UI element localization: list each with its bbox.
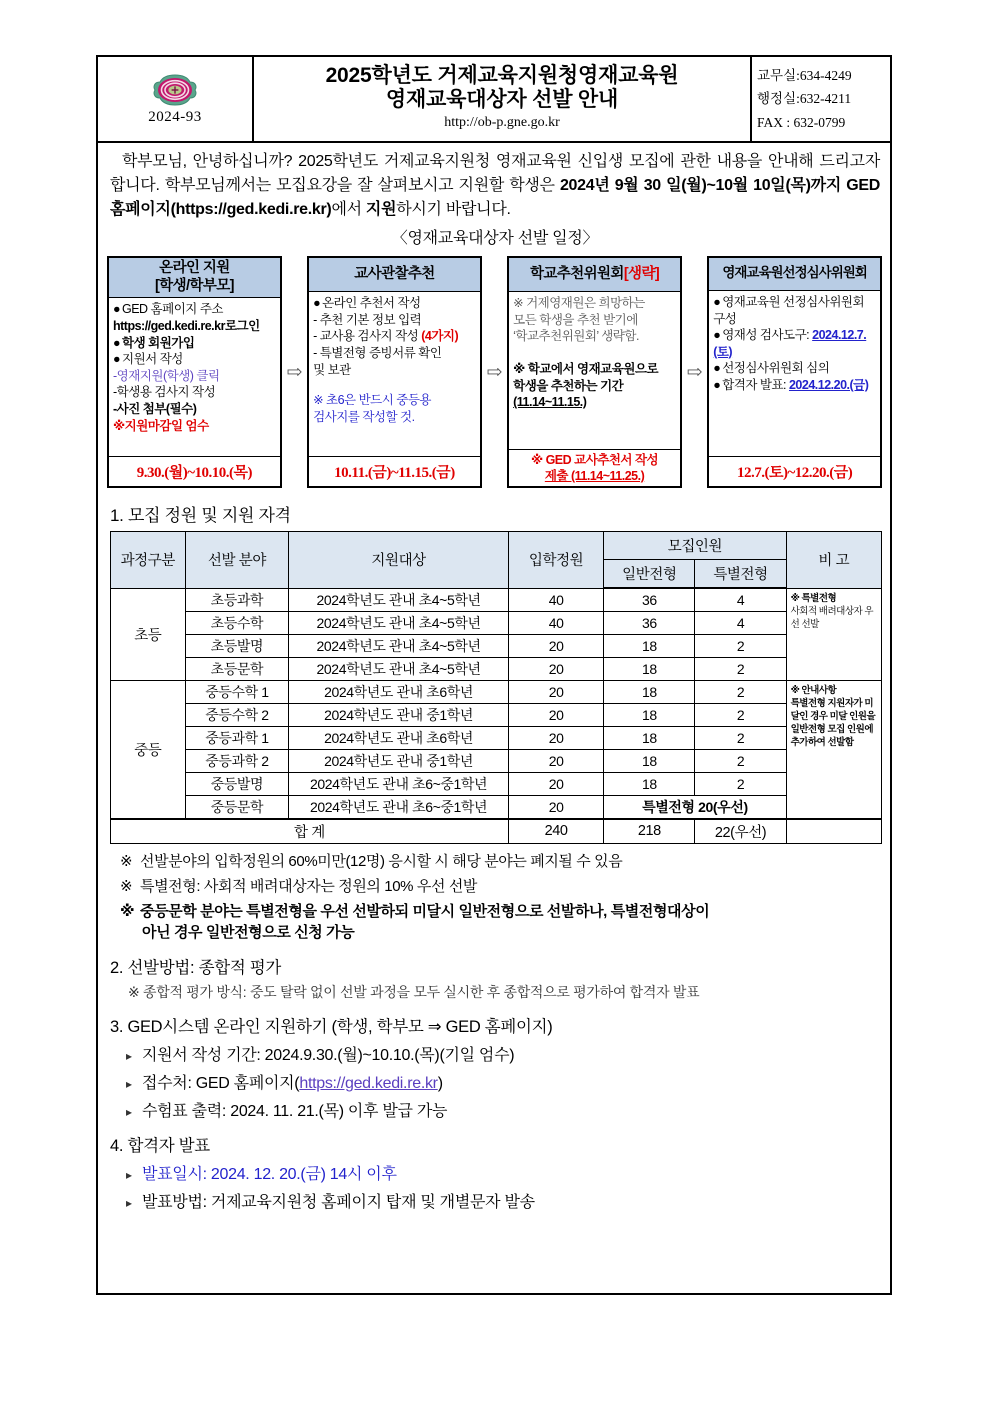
cell-general: 18 <box>604 703 695 726</box>
th-remarks: 비 고 <box>786 532 881 589</box>
th-general: 일반전형 <box>604 560 695 589</box>
schedule-box-online-application <box>107 256 282 488</box>
cell-field: 중등과학 1 <box>185 726 289 749</box>
cell-capacity: 40 <box>508 588 603 611</box>
schedule-box3-title-tail: [생략] <box>623 266 660 282</box>
cell-special: 2 <box>695 703 786 726</box>
contact-admin-phone: 행정실:632-4211 <box>757 91 852 107</box>
cell-field: 중등발명 <box>185 772 289 795</box>
table-row <box>111 657 882 680</box>
remark2-title: ※ 안내사항 <box>790 684 837 696</box>
contact-office-phone: 교무실:634-4249 <box>757 67 852 83</box>
schedule-box3-header <box>509 258 680 292</box>
schedule-box4-body <box>709 291 880 456</box>
cell-special: 2 <box>695 634 786 657</box>
schedule-box2-period: 10.11.(금)~11.15.(금) <box>309 456 480 486</box>
table-row <box>111 772 882 795</box>
box2-spacer <box>313 378 477 392</box>
cell-target: 2024학년도 관내 중1학년 <box>289 703 509 726</box>
box4-line-4: ● 합격자 발표: 2024.12.20.(금) <box>713 378 869 392</box>
arrow-right-icon-2: ⇨ <box>486 361 503 383</box>
schedule-box-teacher-recommendation <box>307 256 482 488</box>
cell-target: 2024학년도 관내 초4~5학년 <box>289 588 509 611</box>
schedule-flow <box>107 256 882 488</box>
box1-line-4: ● 지원서 작성 <box>113 352 183 367</box>
cell-capacity: 40 <box>508 611 603 634</box>
table-row <box>111 795 882 819</box>
cell-field: 초등과학 <box>185 588 289 611</box>
table-row <box>111 634 882 657</box>
schedule-box-school-committee <box>507 256 682 488</box>
schedule-box4-period: 12.7.(토)~12.20.(금) <box>709 456 880 486</box>
box3-line-3: ‘학교추천위원회’ 생략함. <box>513 329 639 344</box>
document-title-line1: 2025학년도 거제교육지원청영재교육원 <box>325 63 679 87</box>
document-header <box>98 57 890 143</box>
remark1-title: ※ 특별전형 <box>790 592 837 604</box>
schedule-box2-title: 교사관찰추천 <box>354 266 435 282</box>
box4-line-3: ● 선정심사위원회 심의 <box>713 361 830 376</box>
th-target: 지원대상 <box>289 532 509 589</box>
section3-heading: 3. GED시스템 온라인 지원하기 (학생, 학부모 ⇒ GED 홈페이지) <box>110 1017 553 1036</box>
cell-special: 2 <box>695 657 786 680</box>
schedule-box3-title: 학교추천위원회 <box>529 266 624 282</box>
schedule-box-selection-committee <box>707 256 882 488</box>
schedule-box1-title: 온라인 지원 <box>159 260 230 276</box>
document-page <box>96 55 892 1295</box>
th-special: 특별전형 <box>695 560 786 589</box>
header-title-cell <box>254 57 752 141</box>
cell-capacity: 20 <box>508 680 603 703</box>
th-field: 선발 분야 <box>185 532 289 589</box>
schedule-box3-period <box>509 449 680 486</box>
cell-general: 18 <box>604 680 695 703</box>
cell-capacity: 20 <box>508 703 603 726</box>
arrow-right-icon-1: ⇨ <box>286 361 303 383</box>
box2-line-2: - 추천 기본 정보 입력 <box>313 312 422 327</box>
cell-field: 초등발명 <box>185 634 289 657</box>
th-capacity: 입학정원 <box>508 532 603 589</box>
cell-general: 18 <box>604 772 695 795</box>
cell-special: 2 <box>695 749 786 772</box>
cell-target: 2024학년도 관내 중1학년 <box>289 749 509 772</box>
cell-summary-capacity: 240 <box>508 819 603 844</box>
box3-line-6: 학생을 추천하는 기간 <box>513 378 624 393</box>
cell-field: 중등수학 1 <box>185 680 289 703</box>
section4 <box>110 1132 890 1212</box>
cell-target: 2024학년도 관내 초6학년 <box>289 680 509 703</box>
cell-capacity: 20 <box>508 772 603 795</box>
box2-line-4: - 특별전형 증빙서류 확인 <box>313 346 442 360</box>
cell-special: 2 <box>695 680 786 703</box>
section1-notes <box>120 851 890 943</box>
cell-special: 2 <box>695 726 786 749</box>
intro-deadline-end: 일(월)~10월 10일(목)까지 GED홈페이지(https://ged.kedi.re.kr) <box>110 177 880 218</box>
box1-line-5: -영재지원(학생) 클릭 <box>113 368 220 383</box>
intro-line3-mid: 에서 <box>331 201 366 218</box>
cell-remark-special <box>786 588 881 680</box>
schedule-box3-body <box>509 292 680 449</box>
cell-capacity: 20 <box>508 795 603 819</box>
cell-general: 18 <box>604 657 695 680</box>
cell-general: 18 <box>604 726 695 749</box>
intro-line2-plain: 안내해 드리고자 합니다. 학부모님께서는 모집요강을 잘 살펴보시고 지원할 학생은 <box>110 153 880 194</box>
note-item-1: ※ 선발분야의 입학정원의 60%미만(12명) 응시할 시 해당 분야는 폐지될 수 있음 <box>120 852 623 870</box>
cell-capacity: 20 <box>508 657 603 680</box>
section2-note: ※ 종합적 평가 방식: 중도 탈락 없이 선발 과정을 모두 실시한 후 종합적으로 평가하여 합격자 발표 <box>128 983 700 1000</box>
box3-footer-line2: 제출 (11.14~11.25.) <box>544 469 645 483</box>
table-row <box>111 703 882 726</box>
schedule-box1-period: 9.30.(월)~10.10.(목) <box>109 456 280 486</box>
cell-general: 18 <box>604 634 695 657</box>
box3-line-5: ※ 학교에서 영재교육원으로 <box>513 362 659 376</box>
cell-field: 초등수학 <box>185 611 289 634</box>
box3-line-2: 모든 학생을 추천 받기에 <box>513 312 638 327</box>
schedule-section-title: 〈영재교육대상자 선발 일정〉 <box>391 230 599 247</box>
arrow-right-icon-3: ⇨ <box>686 361 703 383</box>
remark1-body: 사회적 배려대상자 우선 선발 <box>790 605 873 630</box>
box2-line-8: 검사지를 작성할 것. <box>313 409 415 424</box>
intro-paragraph <box>98 143 890 248</box>
note-item-2: ※ 특별전형: 사회적 배려대상자는 정원의 10% 우선 선발 <box>120 877 477 895</box>
schedule-box4-header <box>709 258 880 291</box>
schedule-box4-title: 영재교육원선정심사위원회 <box>722 265 867 280</box>
cell-special: 4 <box>695 611 786 634</box>
cell-capacity: 20 <box>508 634 603 657</box>
table-row <box>111 726 882 749</box>
section3-item-1: ▸ 지원서 작성 기간: 2024.9.30.(월)~10.10.(목)(기일 엄수) <box>126 1046 515 1064</box>
note-item-3: ※ 중등문학 분야는 특별전형을 우선 선발하되 미달시 일반전형으로 선발하나, 특별전형대상이 아닌 경우 일반전형으로 신청 가능 <box>120 902 710 941</box>
schedule-box1-header <box>109 258 280 298</box>
cell-target: 2024학년도 관내 초6~중1학년 <box>289 772 509 795</box>
box1-line-6: -학생용 검사지 작성 <box>113 385 216 400</box>
box1-line-7: -사진 첨부(필수) <box>113 402 197 416</box>
box2-line-1: ● 온라인 추천서 작성 <box>313 296 421 311</box>
cell-target: 2024학년도 관내 초4~5학년 <box>289 634 509 657</box>
section1-heading: 1. 모집 정원 및 지원 자격 <box>110 506 291 525</box>
section4-item-2: ▸ 발표방법: 거제교육지원청 홈페이지 탑재 및 개별문자 발송 <box>126 1193 535 1211</box>
cell-special: 4 <box>695 588 786 611</box>
header-contact-cell <box>752 57 890 141</box>
ged-homepage-link[interactable]: https://ged.kedi.re.kr <box>299 1074 438 1092</box>
cell-field: 중등문학 <box>185 795 289 819</box>
schedule-box2-body <box>309 292 480 456</box>
intro-line1: 학부모님, 안녕하십니까? 2025학년도 거제교육지원청 영재교육원 신입생 모집에 관한 내용을 <box>122 153 763 170</box>
box3-footer-line1: ※ GED 교사추천서 작성 <box>530 453 659 467</box>
section3-item-3: ▸ 수험표 출력: 2024. 11. 21.(목) 이후 발급 가능 <box>126 1102 448 1120</box>
cell-summary-blank <box>786 819 881 844</box>
cell-summary-special: 22(우선) <box>695 819 786 844</box>
table-row <box>111 680 882 703</box>
section4-heading: 4. 합격자 발표 <box>110 1136 210 1155</box>
cell-target: 2024학년도 관내 초4~5학년 <box>289 657 509 680</box>
box2-line-5: 및 보관 <box>313 362 351 377</box>
box3-spacer <box>513 345 677 361</box>
cell-level-middle: 중등 <box>111 680 186 819</box>
table-row <box>111 749 882 772</box>
section2-heading: 2. 선발방법: 종합적 평가 <box>110 958 282 977</box>
box3-line-7: (11.14~11.15.) <box>513 395 587 410</box>
cell-special: 2 <box>695 772 786 795</box>
intro-line3-tail: 하시기 바랍니다. <box>396 201 511 218</box>
th-course: 과정구분 <box>111 532 186 589</box>
cell-field: 중등과학 2 <box>185 749 289 772</box>
contact-fax: FAX : 632-0799 <box>757 114 846 130</box>
institution-emblem-icon <box>152 73 198 107</box>
cell-merged-special: 특별전형 20(우선) <box>604 795 786 819</box>
schedule-box2-header <box>309 258 480 292</box>
box1-line-2: https://ged.kedi.re.kr로그인 <box>113 318 260 333</box>
header-logo-cell <box>98 57 254 141</box>
box4-line-2: ● 영재성 검사도구: 2024.12.7.(토) <box>713 328 867 359</box>
box1-line-8: ※지원마감일 엄수 <box>113 418 209 433</box>
box2-line-3: - 교사용 검사지 작성 (4가지) <box>313 329 459 344</box>
section3-item-2: ▸ 접수처: GED 홈페이지(https://ged.kedi.re.kr) <box>126 1074 443 1092</box>
section3 <box>110 1013 890 1121</box>
cell-general: 18 <box>604 749 695 772</box>
box1-line-3: ● 학생 회원가입 <box>113 335 195 350</box>
cell-summary-label: 합 계 <box>111 819 509 844</box>
recruitment-table <box>110 531 882 844</box>
cell-level-elementary: 초등 <box>111 588 186 680</box>
table-row-summary <box>111 819 882 844</box>
institution-url: http://ob-p.gne.go.kr <box>444 115 560 131</box>
th-recruit: 모집인원 <box>604 532 786 560</box>
cell-general: 36 <box>604 611 695 634</box>
cell-capacity: 20 <box>508 749 603 772</box>
document-title-line2: 영재교육대상자 선발 안내 <box>385 88 619 112</box>
cell-field: 중등수학 2 <box>185 703 289 726</box>
section2 <box>110 954 890 1002</box>
section4-item-1: ▸ 발표일시: 2024. 12. 20.(금) 14시 이후 <box>126 1165 397 1183</box>
schedule-box1-body <box>109 298 280 456</box>
remark2-body: 특별전형 지원자가 미달인 경우 미달 인원을 일반전형 모집 인원에 추가하여 선발함 <box>790 697 876 748</box>
box2-line-7: ※ 초6은 반드시 중등용 <box>313 393 432 408</box>
table-row <box>111 611 882 634</box>
intro-deadline-start: 2024년 9월 30 <box>559 177 661 194</box>
cell-target: 2024학년도 관내 초6학년 <box>289 726 509 749</box>
intro-apply-word: 지원 <box>365 201 397 218</box>
table-row <box>111 588 882 611</box>
cell-summary-general: 218 <box>604 819 695 844</box>
cell-remark-notice <box>786 680 881 819</box>
cell-target: 2024학년도 관내 초4~5학년 <box>289 611 509 634</box>
cell-general: 36 <box>604 588 695 611</box>
box3-line-1: ※ 거제영재원은 희망하는 <box>513 296 645 311</box>
schedule-box1-subtitle: [학생/학부모] <box>154 278 234 295</box>
cell-capacity: 20 <box>508 726 603 749</box>
cell-target: 2024학년도 관내 초6~중1학년 <box>289 795 509 819</box>
box1-line-1: ● GED 홈페이지 주소 <box>113 302 223 317</box>
document-number: 2024-93 <box>148 108 202 125</box>
box4-line-1: ● 영재교육원 선정심사위원회 구성 <box>713 294 865 326</box>
cell-field: 초등문학 <box>185 657 289 680</box>
